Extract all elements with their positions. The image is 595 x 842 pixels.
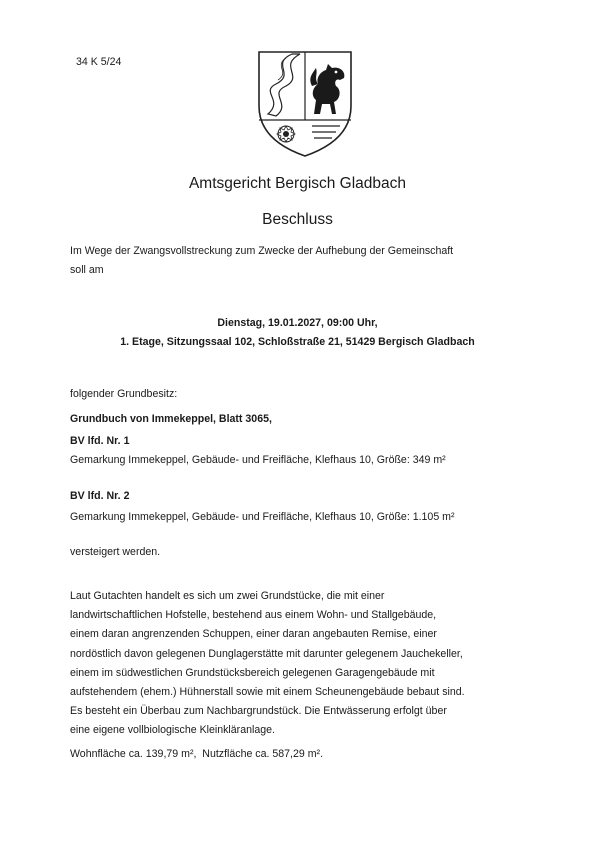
auction-phrase: versteigert werden. xyxy=(70,546,161,558)
item-label: BV lfd. Nr. 1 xyxy=(70,435,130,447)
appraisal-paragraph xyxy=(70,587,465,741)
intro-line: Im Wege der Zwangsvollstreckung zum Zwecke der Aufhebung der Gemeinschaft xyxy=(70,245,454,257)
grundbuch-reference: Grundbuch von Immekeppel, Blatt 3065, xyxy=(70,413,272,425)
appraisal-line: einem im südwestlichen Grundstücksbereich gelegenen Garagengebäude mit xyxy=(70,666,435,679)
appraisal-line: aufstehendem (ehem.) Hühnerstall sowie mit einem Scheunengebäude bebaut sind. xyxy=(70,686,465,699)
appraisal-line: einem daran angrenzenden Schuppen, einer daran angebauten Remise, einer xyxy=(70,628,437,641)
document-type: Beschluss xyxy=(262,211,333,228)
coat-of-arms-icon xyxy=(256,48,354,158)
appointment-date: Dienstag, 19.01.2027, 09:00 Uhr, xyxy=(217,317,378,329)
item-description: Gemarkung Immekeppel, Gebäude- und Freifläche, Klefhaus 10, Größe: 349 m² xyxy=(70,454,446,466)
item-label: BV lfd. Nr. 2 xyxy=(70,490,130,502)
intro-text xyxy=(70,242,453,280)
appraisal-line: Laut Gutachten handelt es sich um zwei Grundstücke, die mit einer xyxy=(70,590,385,602)
appraisal-line: nordöstlich davon gelegenen Dunglagerstätte mit darunter gelegenem Jauchekeller, xyxy=(70,647,463,660)
areas-line: Wohnfläche ca. 139,79 m², Nutzfläche ca. 587,29 m². xyxy=(70,748,324,760)
item-description: Gemarkung Immekeppel, Gebäude- und Freifläche, Klefhaus 10, Größe: 1.105 m² xyxy=(70,511,455,523)
appraisal-line: eine eigene vollbiologische Kleinkläranlage. xyxy=(70,724,275,737)
appointment-location: 1. Etage, Sitzungssaal 102, Schloßstraße 21, 51429 Bergisch Gladbach xyxy=(120,336,475,348)
court-name: Amtsgericht Bergisch Gladbach xyxy=(188,175,407,192)
property-intro: folgender Grundbesitz: xyxy=(70,388,178,400)
appraisal-line: landwirtschaftlichen Hofstelle, bestehend aus einem Wohn- und Stallgebäude, xyxy=(70,609,437,622)
appraisal-line: Es besteht ein Überbau zum Nachbargrundstück. Die Entwässerung erfolgt über xyxy=(70,705,447,718)
intro-line: soll am xyxy=(70,264,104,277)
case-number: 34 K 5/24 xyxy=(76,56,122,68)
